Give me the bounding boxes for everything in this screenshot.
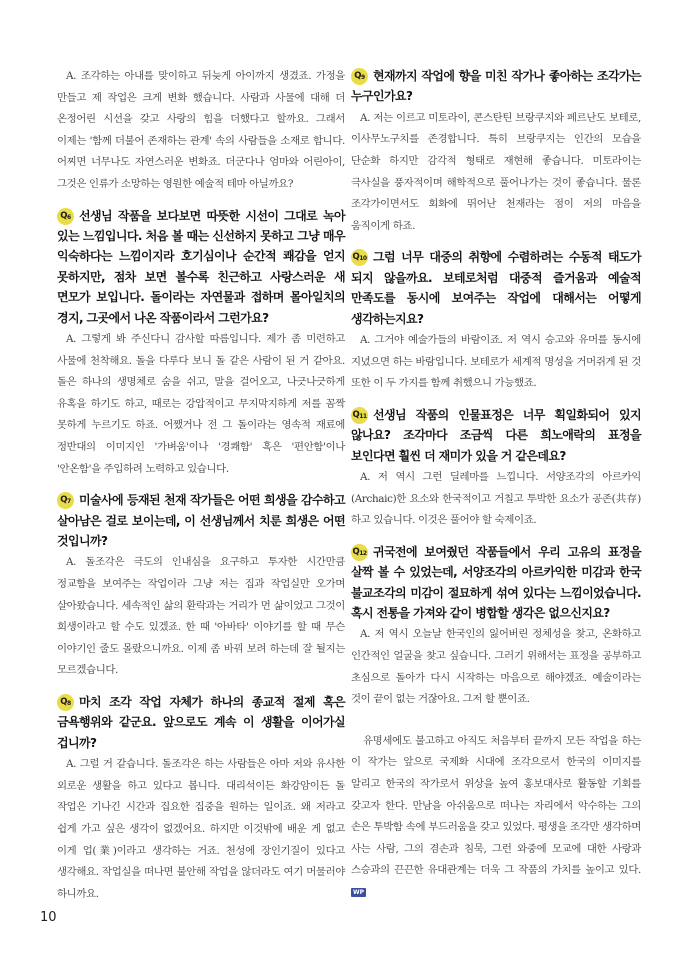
closing-essay [351,731,641,904]
question-text: 귀국전에 보여줬던 작품들에서 우리 고유의 표정을 살짝 볼 수 있었는데, 서양조각의 아르카익한 미감과 한국 불교조각의 미감이 절묘하게 섞여 있다는 느낌이었습니다. 혹시 전통을 가져와 같이 병합할 생각은 없으신지요? [351,544,641,620]
end-mark-icon: WP [353,888,365,896]
question-text: 선생님 작품의 인물표정은 너무 획일화되어 있지 않나요? 조각마다 조금씩 다른 희노애락의 표정을 보인다면 훨씬 더 재미가 있을 거 같은데요? [351,407,641,463]
question-text: 미술사에 등재된 천재 작가들은 어떤 희생을 감수하고 살아남은 걸로 보이는데, 이 선생님께서 치룬 희생은 어떤 것입니까? [57,493,345,548]
page-number: 10 [40,910,57,925]
intro-answer: A. 조각하는 아내를 맞이하고 뒤늦게 아이까지 생겼죠. 가정을 만들고 제 작업은 크게 변화 했습니다. 사람과 사물에 대해 더 온정어린 시선을 갖고 사랑의 힘을 더했다고 할까요. 그래서 이제는 '함께 더불어 존재하는 관계' 속의 사람들을 소재로 합니다. 어찌면 너무나도 자연스러운 변화죠. 더군다나 엄마와 어린아이, 그것은 인류가 소망하는 영원한 예술적 테마 아닐까요? [57,70,345,190]
question-badge-icon: Q11 [351,407,368,424]
question-7 [57,490,345,551]
question-12 [351,542,641,624]
question-text: 현재까지 작업에 향을 미친 작가나 좋아하는 조각가는 누구인가요? [351,69,641,104]
left-column [57,66,345,905]
answer-12: A. 저 역시 오늘날 한국인의 잃어버린 정체성을 찾고, 온화하고 인간적인 얼굴을 찾고 싶습니다. 그러기 위해서는 표정을 공부하고 초심으로 돌아가 다시 시작하는 마음으로 해야겠죠. 예술이라는 것이 끝이 없는 거잖아요. 그저 할 뿐이죠. [351,628,641,706]
answer-11: A. 저 역시 그런 딜레마를 느낍니다. 서양조각의 아르카익(Archaic)한 요소와 한국적이고 거칠고 투박한 요소가 공존(共存)하고 있습니다. 이것은 풀어야 할 숙제이죠. [351,471,641,527]
question-text: 그럼 너무 대중의 취향에 수렴하려는 수동적 태도가 되지 않을까요. 보테로처럼 대중적 즐거움과 예술적 만족도를 동시에 보여주는 작업에 대해서는 어떻게 생각하는지요? [351,250,641,326]
question-9 [351,66,641,107]
question-8 [57,692,345,753]
qa-block-10 [351,247,641,394]
question-badge-icon: Q10 [351,249,368,266]
question-badge-icon: Q7 [57,492,74,509]
qa-block-6 [57,206,345,481]
qa-block-7 [57,490,345,682]
question-badge-icon: Q12 [351,544,368,561]
question-badge-icon: Q8 [57,694,74,711]
right-column [351,66,641,904]
closing-essay-text: 유명세에도 불고하고 아직도 처음부터 끝까지 모든 작업을 하는 이 작가는 앞으로 국제화 시대에 조각으로서 한국의 이미지를 알리고 한국의 작가로서 위상을 높여 홍보대사로 활동할 기회를 갖고자 한다. 만남을 아쉬움으로 떠나는 자리에서 악수하는 그의 손은 투박함 속에 부드러움을 갖고 있었다. 평생을 조각만 생각하며 사는 사람, 그의 겸손과 침묵, 그런 와중에 모교에 대한 사랑과 스승과의 끈끈한 유대관계는 더욱 그 작품의 가치를 높이고 있다. [351,734,641,877]
question-text: 마치 조각 작업 자체가 하나의 종교적 절제 혹은 금욕행위와 같군요. 앞으로도 계속 이 생활을 이어가실 겁니까? [57,694,345,750]
answer-10: A. 그거야 예술가들의 바람이죠. 저 역시 승고와 유머를 동시에 지녔으면 하는 바람입니다. 보테로가 세계적 명성을 거머쥐게 된 것 또한 이 두 가지를 함께 취했으니 가능했죠. [351,334,641,390]
question-text: 선생님 작품을 보다보면 따뜻한 시선이 그대로 녹아 있는 느낌입니다. 처음 볼 때는 신선하지 못하고 그냥 매우 익숙하다는 느낌이지라 호기심이나 순간적 쾌감을 얻지 못하지만, 점차 보면 볼수록 친근하고 사랑스러운 새 면모가 보입니다. 돌이라는 자연물과 접하며 몰아일치의 경지, 그곳에서 나온 작품이라서 그런가요? [57,208,345,325]
qa-block-8 [57,692,345,905]
answer-8: A. 그럴 거 같습니다. 돌조각은 하는 사람들은 아마 저와 유사한 외로운 생활을 하고 있다고 봅니다. 대리석이든 화강암이든 돌 작업은 기나긴 시간과 집요한 집중을 원하는 일이죠. 왜 저라고 쉽게 가고 싶은 생각이 없겠어요. 하지만 이것밖에 배운 게 없고 이게 업(業)이라고 생각하는 거죠. 천성에 장인기질이 있다고 생각해요. 작업실을 떠나면 불안해 작업을 않더라도 여기 머물러야 하니까요. [57,758,345,900]
qa-block-12 [351,542,641,711]
answer-6: A. 그렇게 봐 주신다니 감사할 따름입니다. 제가 좀 미련하고 사물에 천착해요. 돌을 다루다 보니 돌 같은 사람이 된 거 같아요. 돌은 하나의 생명체로 숨을 쉬고, 말을 걸어오고, 나긋나긋하게 유혹을 하기도 하고, 때로는 강압적이고 무지막지하게 저를 꼼짝 못하게 누르기도 하죠. 어쨌거나 전 그 돌이라는 영속적 재료에 정반대의 이미지인 '가벼움'이나 '경쾌함' 혹은 '편안함'이나 '안온함'을 주입하려 노력하고 있습니다. [57,333,345,475]
question-11 [351,405,641,466]
answer-7: A. 돌조각은 극도의 인내심을 요구하고 투자한 시간만큼 정교함을 보여주는 작업이라 그냥 저는 집과 작업실만 오가며 살아왔습니다. 세속적인 삶의 환락과는 거리가 먼 삶이었고 그것이 희생이라고 할 수도 있겠죠. 한 때 '아바타' 이야기를 할 때 무슨 이야기인 줄도 몰랐으니까요. 이제 좀 바꿔 보려 하는데 잘 될지는 모르겠습니다. [57,556,345,677]
question-6 [57,206,345,328]
question-badge-icon: Q6 [57,208,74,225]
qa-block-11 [351,405,641,532]
question-10 [351,247,641,329]
question-badge-icon: Q9 [351,68,368,85]
answer-9: A. 저는 이르고 미토라이, 콘스탄틴 브랑쿠지와 페르난도 보테로, 이사무노구치를 존경합니다. 특히 브랑쿠지는 인간의 모습을 단순화 하지만 감각적 형태로 재현해 좋습니다. 미토라이는 극사실을 풍자적이며 해학적으로 풀어나가는 것이 좋습니다. 물론 조각가이면서도 회화에 뛰어난 천재라는 점이 저의 마음을 움직이게 하죠. [351,111,641,232]
qa-block-9 [351,66,641,237]
